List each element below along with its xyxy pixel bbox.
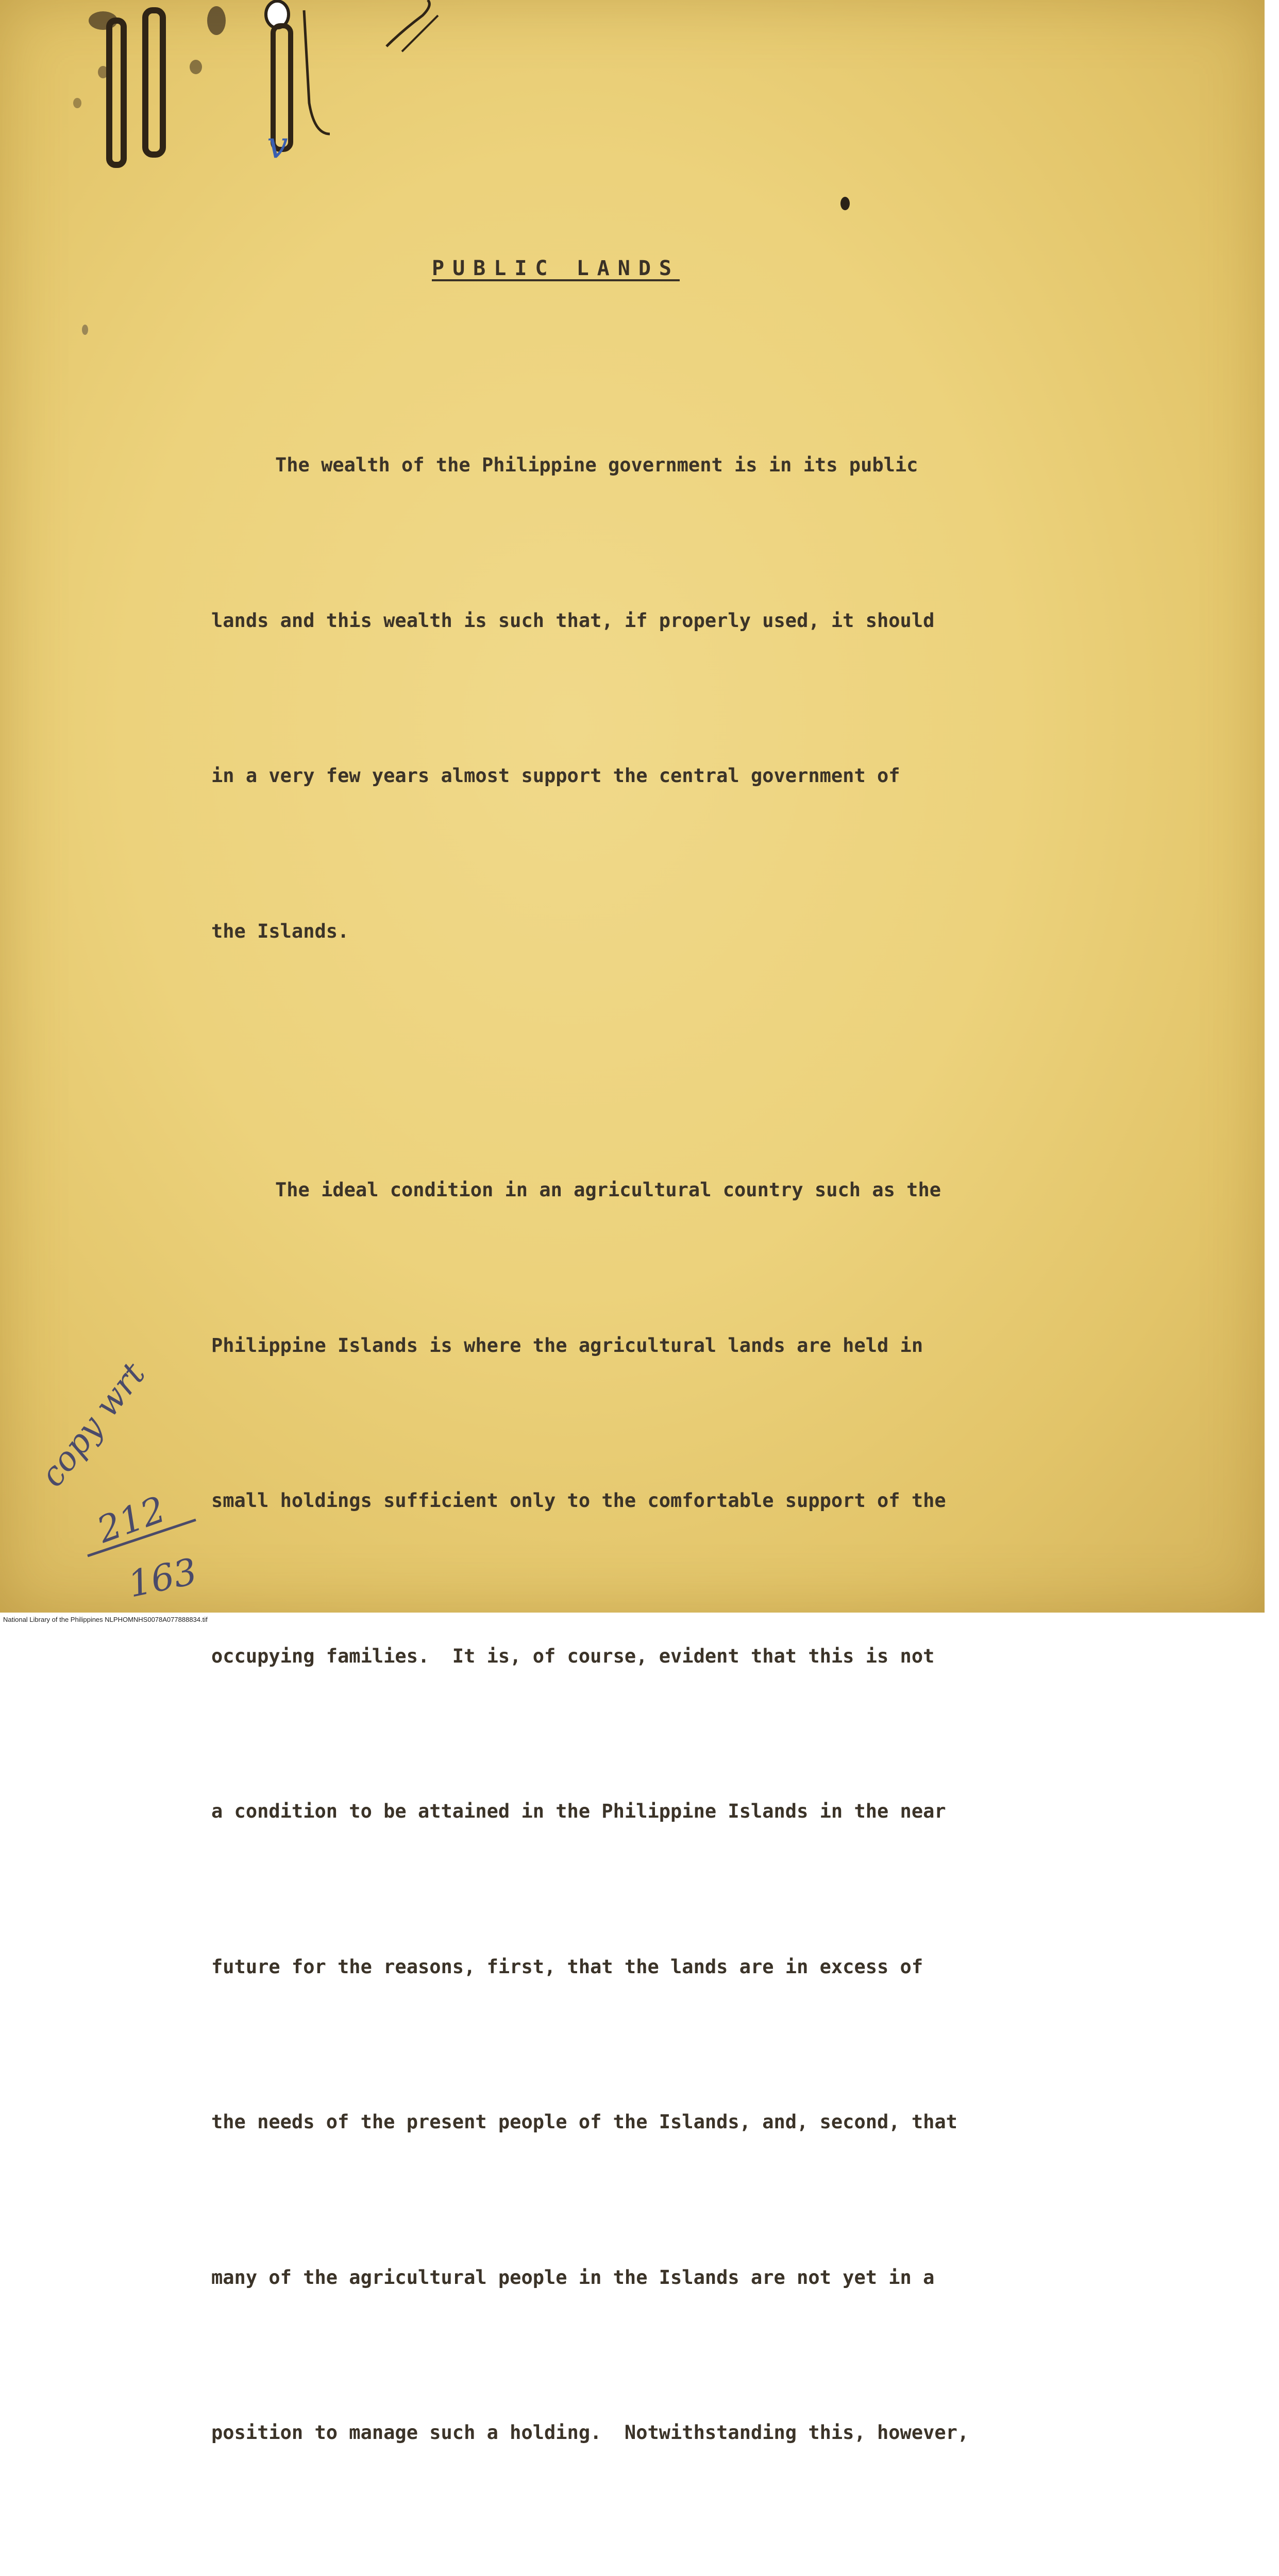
- text-line: a condition to be attained in the Philippine Islands in the near: [211, 1786, 1149, 1838]
- text-line: small holdings sufficient only to the comfortable support of the: [211, 1475, 1149, 1527]
- text-line: future for the reasons, first, that the lands are in excess of: [211, 1941, 1149, 1993]
- fastener-mark: [145, 10, 163, 155]
- document-body: [211, 336, 1149, 2576]
- text-line: The wealth of the Philippine government is in its public: [211, 439, 1149, 492]
- margin-note: copy wrt: [33, 1355, 153, 1494]
- paperclip-mark: [402, 15, 438, 52]
- text-line: [211, 2563, 1149, 2576]
- text-line: occupying families. It is, of course, evident that this is not: [211, 1631, 1149, 1683]
- paragraph-2: [211, 1061, 1149, 2576]
- ink-dot: [82, 325, 88, 335]
- paragraph-1: [211, 336, 1149, 1061]
- ink-dot: [840, 197, 850, 210]
- check-mark: v: [267, 123, 288, 166]
- fastener-mark: [109, 21, 124, 165]
- document-title: PUBLIC LANDS: [432, 257, 680, 280]
- page-fraction-top: 212: [91, 1488, 171, 1551]
- ink-stain: [73, 98, 81, 108]
- fastener-mark: [304, 10, 330, 134]
- page-fraction-bottom: 163: [124, 1550, 200, 1606]
- ink-stain: [190, 60, 202, 74]
- text-line: The ideal condition in an agricultural country such as the: [211, 1164, 1149, 1216]
- text-line: many of the agricultural people in the Islands are not yet in a: [211, 2252, 1149, 2304]
- ink-stain: [207, 6, 226, 35]
- text-line: position to manage such a holding. Notwithstanding this, however,: [211, 2407, 1149, 2459]
- text-line: the needs of the present people of the Islands, and, second, that: [211, 2096, 1149, 2148]
- paperclip-mark: [386, 0, 429, 46]
- text-line: the Islands.: [211, 906, 1149, 958]
- scan-footer-label: National Library of the Philippines NLPHOMNHS0078A077888834.tif: [3, 1616, 208, 1623]
- text-line: Philippine Islands is where the agricultural lands are held in: [211, 1320, 1149, 1372]
- text-line: lands and this wealth is such that, if properly used, it should: [211, 595, 1149, 647]
- text-line: in a very few years almost support the central government of: [211, 750, 1149, 802]
